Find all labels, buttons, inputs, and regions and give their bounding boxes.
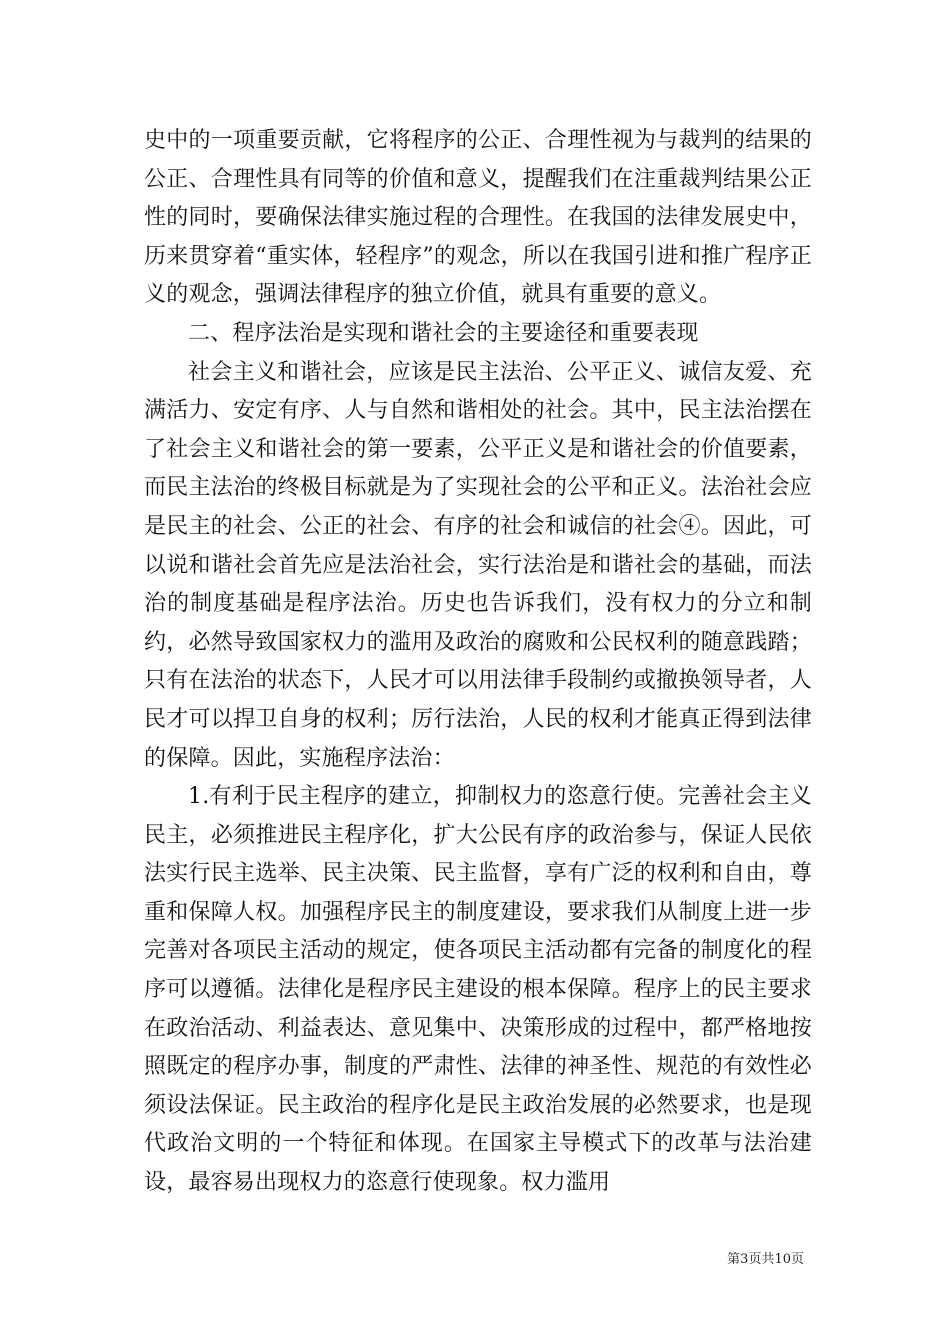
paragraph-point-1: 1.有利于民主程序的建立，抑制权力的恣意行使。完善社会主义民主，必须推进民主程序化，扩大公民有序的政治参与，保证人民依法实行民主选举、民主决策、民主监督，享有广泛的权利和自由，尊重和保障人权。加强程序民主的制度建设，要求我们从制度上进一步完善对各项民主活动的规定，使各项民主活动都有完备的制度化的程序可以遵循。法律化是程序民主建设的根本保障。程序上的民主要求在政治活动、利益表达、意见集中、决策形成的过程中，都严格地按照既定的程序办事，制度的严肃性、法律的神圣性、规范的有效性必须设法保证。民主政治的程序化是民主政治发展的必然要求，也是现代政治文明的一个特征和体现。在国家主导模式下的改革与法治建设，最容易出现权力的恣意行使现象。权力滥用 [144,784,812,1196]
paragraph-continuation: 史中的一项重要贡献，它将程序的公正、合理性视为与裁判的结果的公正、合理性具有同等的价值和意义，提醒我们在注重裁判结果公正性的同时，要确保法律实施过程的合理性。在我国的法律发展史中，历来贯穿着“重实体，轻程序”的观念，所以在我国引进和推广程序正义的观念，强调法律程序的独立价值，就具有重要的意义。 [144,128,812,308]
body-text [144,122,812,1203]
paragraph-harmonious-society: 社会主义和谐社会，应该是民主法治、公平正义、诚信友爱、充满活力、安定有序、人与自然和谐相处的社会。其中，民主法治摆在了社会主义和谐社会的第一要素，公平正义是和谐社会的价值要素，而民主法治的终极目标就是为了实现社会的公平和正义。法治社会应是民主的社会、公正的社会、有序的社会和诚信的社会④。因此，可以说和谐社会首先应是法治社会，实行法治是和谐社会的基础，而法治的制度基础是程序法治。历史也告诉我们，没有权力的分立和制约，必然导致国家权力的滥用及政治的腐败和公民权利的随意践踏；只有在法治的状态下，人民才可以用法律手段制约或撤换领导者，人民才可以捍卫自身的权利；厉行法治，人民的权利才能真正得到法律的保障。因此，实施程序法治： [144,359,812,771]
section-heading: 二、程序法治是实现和谐社会的主要途径和重要表现 [188,320,699,346]
page-number: 第3页共10页 [727,1252,804,1267]
